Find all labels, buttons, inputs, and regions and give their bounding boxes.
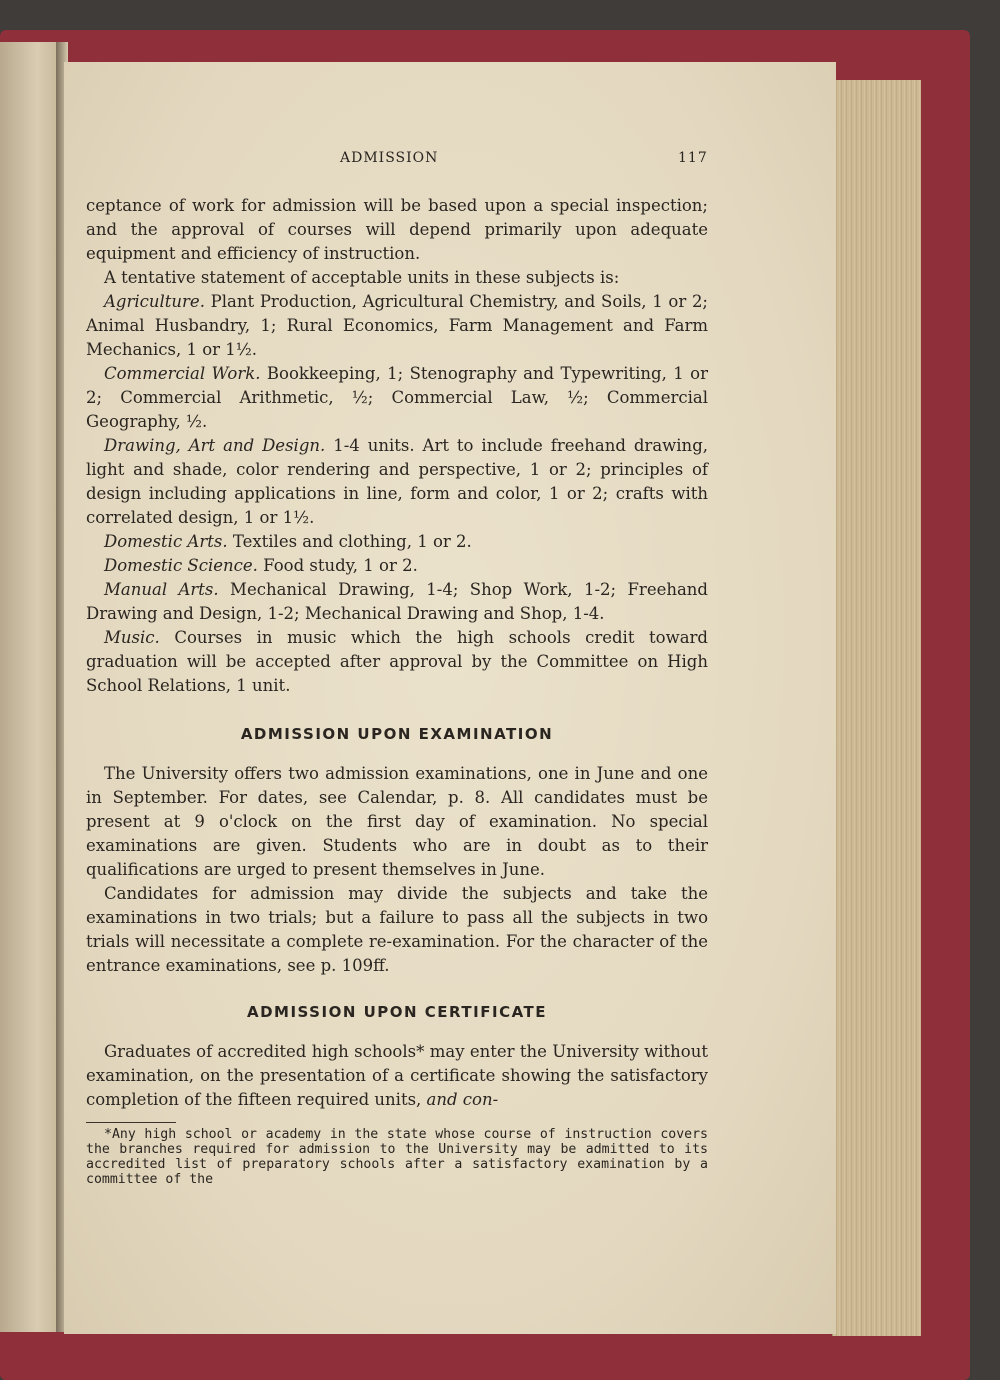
examination-paragraph: The University offers two admission examinations, one in June and one in September. For dates, see Calendar, p. 8. All candidates must be present at 9 o'clock on the first day of examination. No special examinations are given. Students who are in doubt as to their qualifications are urged to present themselves in June. bbox=[86, 764, 708, 879]
subject-name: Commercial Work. bbox=[104, 364, 261, 383]
subject-name: Manual Arts. bbox=[104, 580, 219, 599]
subject-entry bbox=[86, 578, 708, 626]
subject-name: Agriculture. bbox=[104, 292, 205, 311]
footnote-rule bbox=[86, 1122, 176, 1123]
subject-entry bbox=[86, 362, 708, 434]
subject-text: Mechanical Drawing, 1-4; Shop Work, 1-2; Freehand Drawing and Design, 1-2; Mechanical Drawing and Shop, 1-4. bbox=[86, 580, 708, 623]
running-head bbox=[64, 150, 836, 172]
subject-text: 1-4 units. Art to include freehand drawing, light and shade, color rendering and perspective, 1 or 2; principles of design including applications in line, form and color, 1 or 2; crafts with correlated design, 1 or 1½. bbox=[86, 436, 708, 527]
certificate-text: Graduates of accredited high schools* may enter the University without examination, on the presentation of a certificate showing the satisfactory completion of the fifteen required units, bbox=[86, 1042, 708, 1109]
page-number: 117 bbox=[678, 150, 708, 166]
certificate-italic-end: and con- bbox=[426, 1090, 499, 1109]
subject-entry bbox=[86, 554, 708, 578]
section-heading-certificate: ADMISSION UPON CERTIFICATE bbox=[246, 1003, 547, 1021]
subject-entry bbox=[86, 626, 708, 698]
subject-entry bbox=[86, 290, 708, 362]
page-block-edge bbox=[832, 80, 921, 1336]
book-page bbox=[64, 62, 836, 1334]
subject-text: Courses in music which the high schools credit toward graduation will be accepted after approval by the Committee on High School Relations, 1 unit. bbox=[86, 628, 708, 695]
facing-page-edge bbox=[0, 42, 62, 1332]
subject-text: Textiles and clothing, 1 or 2. bbox=[227, 532, 472, 551]
subject-name: Drawing, Art and Design. bbox=[104, 436, 326, 455]
running-head-title: ADMISSION bbox=[340, 150, 439, 166]
subject-text: Plant Production, Agricultural Chemistry, and Soils, 1 or 2; Animal Husbandry, 1; Rural Economics, Farm Management and Farm Mechanics, 1 or 1½. bbox=[86, 292, 708, 359]
subject-entry bbox=[86, 530, 708, 554]
subject-name: Domestic Arts. bbox=[104, 532, 228, 551]
subject-text: Bookkeeping, 1; Stenography and Typewriting, 1 or 2; Commercial Arithmetic, ½; Commercial Law, ½; Commercial Geography, ½. bbox=[86, 364, 708, 431]
paragraph-continued: ceptance of work for admission will be based upon a special inspection; and the approval of courses will depend primarily upon adequate equipment and efficiency of instruction. bbox=[86, 196, 708, 263]
subject-name: Music. bbox=[104, 628, 160, 647]
page-body bbox=[86, 194, 708, 1187]
examination-paragraph: Candidates for admission may divide the subjects and take the examinations in two trials; but a failure to pass all the subjects in two trials will necessitate a complete re-examination. For the character of the entrance examinations, see p. 109ff. bbox=[86, 884, 708, 975]
certificate-paragraph bbox=[86, 1040, 708, 1112]
footnote: *Any high school or academy in the state whose course of instruction covers the branches required for admission to the University may be admitted to its accredited list of preparatory schools after a satisfactory examination by a committee of the bbox=[86, 1127, 708, 1187]
intro-line: A tentative statement of acceptable units in these subjects is: bbox=[104, 268, 620, 287]
subject-name: Domestic Science. bbox=[104, 556, 258, 575]
section-heading-examination: ADMISSION UPON EXAMINATION bbox=[240, 725, 554, 743]
subject-text: Food study, 1 or 2. bbox=[257, 556, 418, 575]
subject-entry bbox=[86, 434, 708, 530]
